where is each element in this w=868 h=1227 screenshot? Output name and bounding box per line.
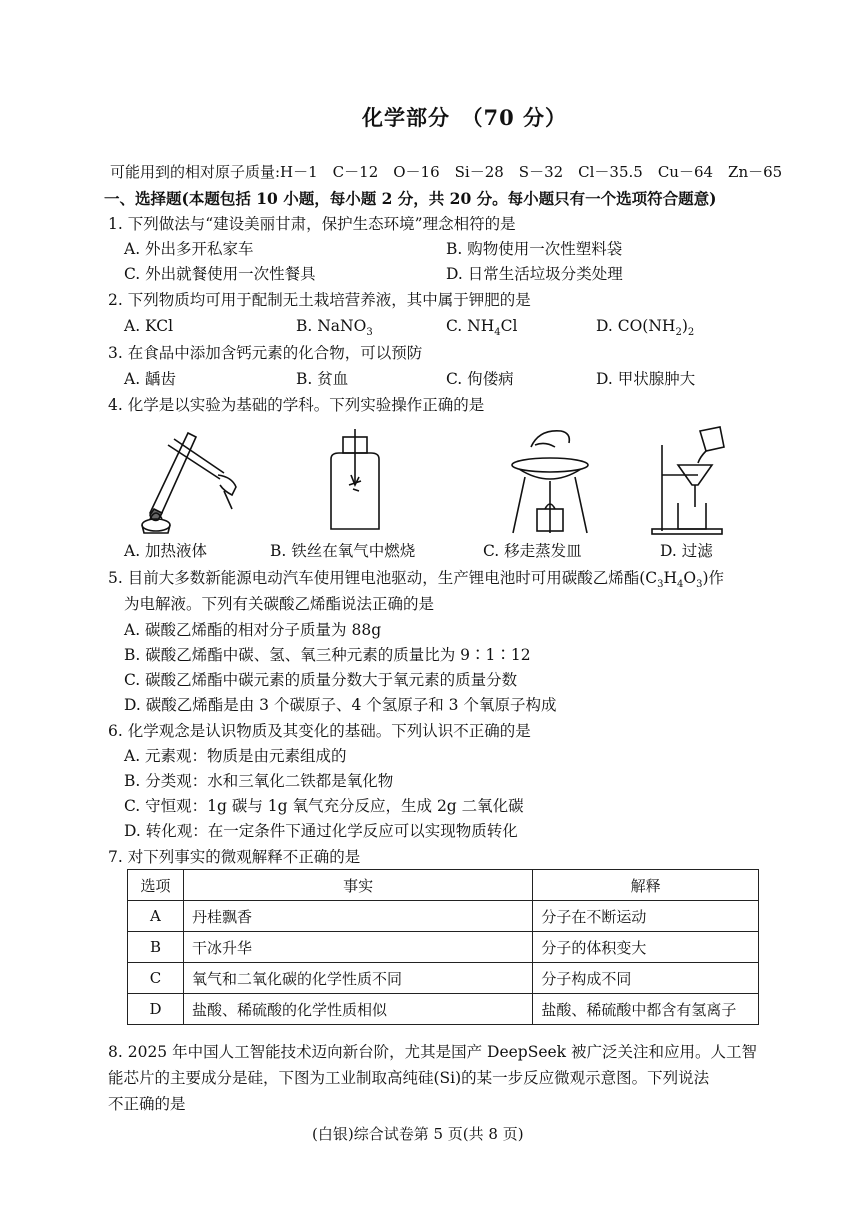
q1-option-a: A. 外出多开私家车 (124, 240, 254, 258)
table-row (128, 994, 759, 1025)
q4-option-a: A. 加热液体 (124, 542, 208, 560)
q3-option-b: B. 贫血 (296, 370, 349, 388)
q7-stem: 7. 对下列事实的微观解释不正确的是 (108, 848, 361, 866)
q5-option-a: A. 碳酸乙烯酯的相对分子质量为 88g (124, 621, 382, 639)
table-cell: 盐酸、稀硫酸的化学性质相似 (183, 994, 532, 1025)
q2-option-b: B. NaNO$_3$ (296, 317, 373, 339)
table-cell: 氧气和二氧化碳的化学性质不同 (183, 963, 532, 994)
q3-option-c: C. 佝偻病 (446, 370, 514, 388)
q4-option-c: C. 移走蒸发皿 (483, 542, 582, 560)
q3-stem: 3. 在食品中添加含钙元素的化合物，可以预防 (108, 344, 423, 362)
section-heading: 一、选择题(本题包括 10 小题，每小题 2 分，共 20 分。每小题只有一个选项符合题意) (104, 189, 717, 208)
q8-stem-line2: 能芯片的主要成分是硅，下图为工业制取高纯硅(Si)的某一步反应微观示意图。下列说法 (108, 1069, 710, 1087)
q1-option-b: B. 购物使用一次性塑料袋 (446, 240, 623, 258)
q1-option-d: D. 日常生活垃圾分类处理 (446, 265, 623, 283)
q1-option-c: C. 外出就餐使用一次性餐具 (124, 265, 316, 283)
q8-stem-line1: 8. 2025 年中国人工智能技术迈向新台阶，尤其是国产 DeepSeek 被广泛关注和应用。人工智 (108, 1043, 757, 1061)
q6-option-c: C. 守恒观：1g 碳与 1g 氧气充分反应，生成 2g 二氧化碳 (124, 797, 524, 815)
q3-option-a: A. 龋齿 (124, 370, 177, 388)
q5-stem-line2: 为电解液。下列有关碳酸乙烯酯说法正确的是 (124, 595, 435, 613)
table-cell: 丹桂飘香 (183, 901, 532, 932)
q6-stem: 6. 化学观念是认识物质及其变化的基础。下列认识不正确的是 (108, 722, 531, 740)
q2-option-d: D. $CO(NH_2)_2$ (596, 317, 695, 339)
filtration-figure (650, 425, 730, 537)
iron-wire-figure (325, 425, 385, 537)
table-cell: 分子构成不同 (533, 963, 759, 994)
table-cell: 分子在不断运动 (533, 901, 759, 932)
heating-liquid-figure (128, 425, 248, 537)
table-cell: 干冰升华 (183, 932, 532, 963)
q8-stem-line3: 不正确的是 (108, 1095, 186, 1113)
q5-option-b: B. 碳酸乙烯酯中碳、氢、氧三种元素的质量比为 9∶1∶12 (124, 646, 531, 664)
q2-option-a: A. KCl (124, 317, 174, 335)
q7-table (127, 869, 759, 1025)
page-footer: (白银)综合试卷第 5 页(共 8 页) (312, 1125, 524, 1143)
column-header: 选项 (128, 870, 184, 901)
column-header: 事实 (183, 870, 532, 901)
q6-option-a: A. 元素观：物质是由元素组成的 (124, 747, 347, 765)
q5-option-c: C. 碳酸乙烯酯中碳元素的质量分数大于氧元素的质量分数 (124, 671, 518, 689)
table-row (128, 901, 759, 932)
table-cell: 分子的体积变大 (533, 932, 759, 963)
q1-stem: 1. 下列做法与“建设美丽甘肃，保护生态环境”理念相符的是 (108, 215, 516, 233)
q5-option-d: D. 碳酸乙烯酯是由 3 个碳原子、4 个氢原子和 3 个氧原子构成 (124, 696, 557, 714)
table-cell: 盐酸、稀硫酸中都含有氢离子 (533, 994, 759, 1025)
table-row (128, 932, 759, 963)
q6-option-d: D. 转化观：在一定条件下通过化学反应可以实现物质转化 (124, 822, 518, 840)
q2-stem: 2. 下列物质均可用于配制无土栽培营养液，其中属于钾肥的是 (108, 291, 531, 309)
atomic-masses: 可能用到的相对原子质量:H－1 C－12 O－16 Si－28 S－32 Cl－35.5 Cu－64 Zn－65 (110, 163, 783, 181)
table-header-row (128, 870, 759, 901)
q5-stem-line1: 5. 目前大多数新能源电动汽车使用锂电池驱动，生产锂电池时可用碳酸乙烯酯$(C_3H_4O_3)$作 (108, 569, 725, 591)
table-cell: B (128, 932, 184, 963)
table-cell: C (128, 963, 184, 994)
q6-option-b: B. 分类观：水和三氧化二铁都是氧化物 (124, 772, 394, 790)
evaporating-dish-figure (505, 425, 595, 537)
table-row (128, 963, 759, 994)
q4-option-d: D. 过滤 (660, 542, 713, 560)
page-title: 化学部分 （70 分） (362, 105, 568, 130)
table-cell: D (128, 994, 184, 1025)
q2-option-c: C. $NH_4Cl$ (446, 317, 518, 339)
q3-option-d: D. 甲状腺肿大 (596, 370, 696, 388)
q4-stem: 4. 化学是以实验为基础的学科。下列实验操作正确的是 (108, 396, 485, 414)
table-cell: A (128, 901, 184, 932)
column-header: 解释 (533, 870, 759, 901)
q4-option-b: B. 铁丝在氧气中燃烧 (270, 542, 416, 560)
